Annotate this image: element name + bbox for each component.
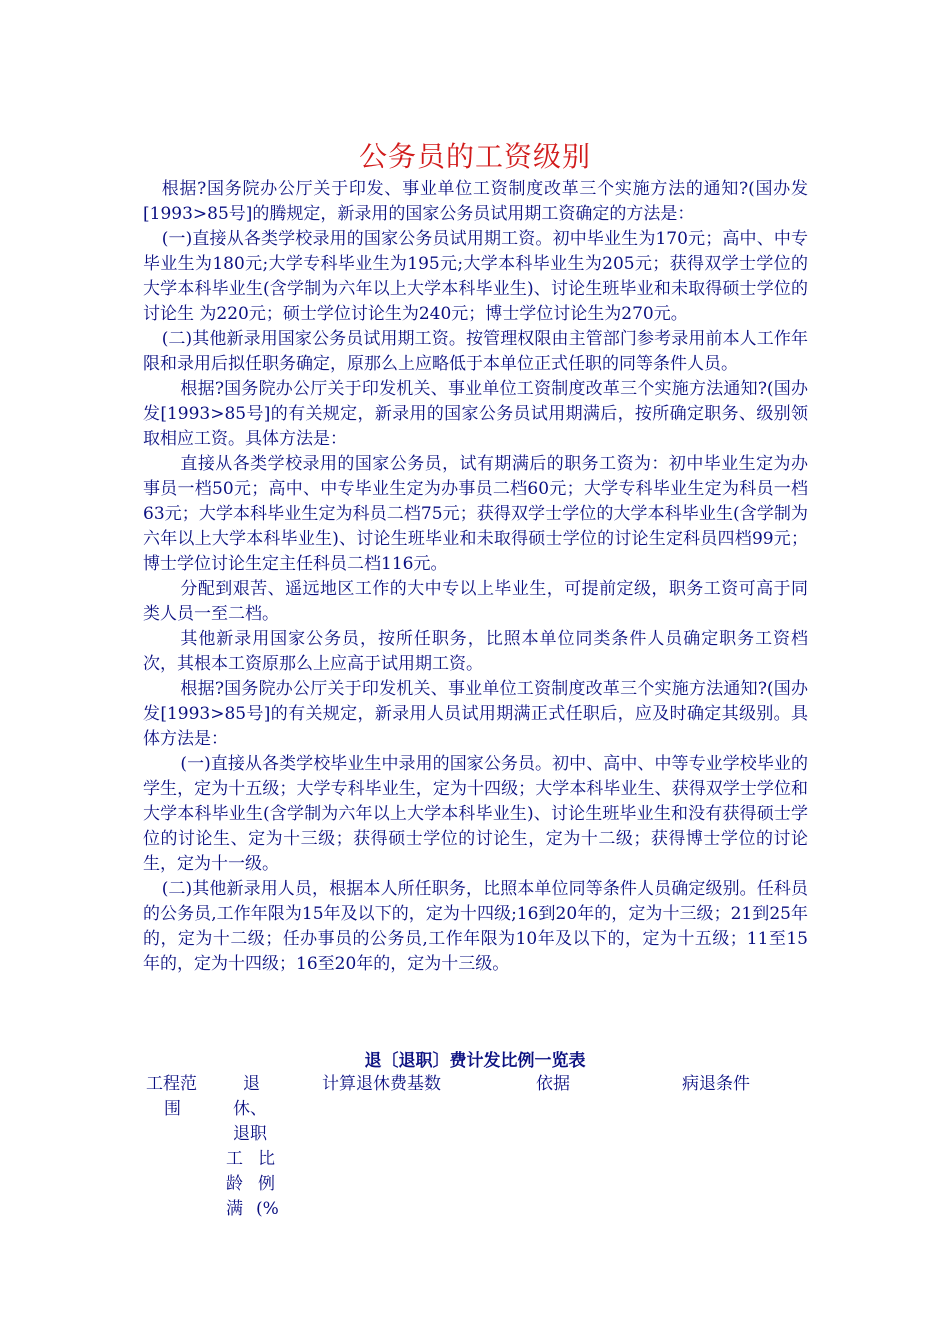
header-work-age-line2: 龄 bbox=[226, 1174, 243, 1194]
header-basis: 依据 bbox=[536, 1074, 570, 1094]
paragraph: (二)其他新录用国家公务员试用期工资。按管理权限由主管部门参考录用前本人工作年限和录用后拟任职务确定，原那么上应略低于本单位正式任职的同等条件人员。 bbox=[143, 329, 808, 374]
header-base: 计算退休费基数 bbox=[322, 1074, 441, 1094]
header-project-range-line1: 工程范 bbox=[146, 1074, 197, 1094]
header-retire-line2: 休、 bbox=[233, 1099, 267, 1119]
header-retire-line3: 退职 bbox=[233, 1124, 267, 1144]
paragraph: (一)直接从各类学校毕业生中录用的国家公务员。初中、高中、中等专业学校毕业的学生，定为十五级；大学专科毕业生，定为十四级；大学本科毕业生、获得双学士学位和大学本科毕业生(含学制为六年以上大学本科毕业生)、讨论生班毕业生和没有获得硕士学位的讨论生、定为十三级；获得硕士学位的讨论生，定为十二级；获得博士学位的讨论生，定为十一级。 bbox=[143, 754, 808, 874]
paragraph: (二)其他新录用人员，根据本人所任职务，比照本单位同等条件人员确定级别。任科员的公务员,工作年限为15年及以下的，定为十四级;16到20年的，定为十三级；21到25年的，定为十二级；任办事员的公务员,工作年限为10年及以下的，定为十五级；11至15年的，定为十四级；16至20年的，定为十三级。 bbox=[143, 879, 808, 974]
paragraph: 根据?国务院办公厅关于印发机关、事业单位工资制度改革三个实施方法通知?(国办发[1993>85号]的有关规定，新录用的国家公务员试用期满后，按所确定职务、级别领取相应工资。具体方法是： bbox=[143, 379, 808, 449]
header-ratio-line3: (% bbox=[256, 1199, 279, 1219]
header-project-range-line2: 围 bbox=[164, 1099, 181, 1119]
paragraph: (一)直接从各类学校录用的国家公务员试用期工资。初中毕业生为170元；高中、中专毕业生为180元;大学专科毕业生为195元;大学本科毕业生为205元；获得双学士学位的大学本科毕业生(含学制为六年以上大学本科毕业生)、讨论生班毕业和未取得硕士学位的讨论生 为220元；硕士学位讨论生为240元；博士学位讨论生为270元。 bbox=[143, 229, 808, 324]
header-ratio-line2: 例 bbox=[258, 1174, 275, 1194]
document-body bbox=[143, 177, 808, 977]
paragraph: 其他新录用国家公务员，按所任职务，比照本单位同类条件人员确定职务工资档次，其根本工资原那么上应高于试用期工资。 bbox=[143, 629, 808, 674]
paragraph: 根据?国务院办公厅关于印发机关、事业单位工资制度改革三个实施方法通知?(国办发[1993>85号]的有关规定，新录用人员试用期满正式任职后，应及时确定其级别。具体方法是： bbox=[143, 679, 808, 749]
header-work-age-line1: 工 bbox=[226, 1149, 243, 1169]
header-work-age-line3: 满 bbox=[226, 1199, 243, 1219]
paragraph: 直接从各类学校录用的国家公务员，试有期满后的职务工资为：初中毕业生定为办事员一档50元；高中、中专毕业生定为办事员二档60元；大学专科毕业生定为科员一档63元；大学本科毕业生定为科员二档75元；获得双学士学位的大学本科毕业生(含学制为六年以上大学本科毕业生)、讨论生班毕业和未取得硕士学位的讨论生定科员四档99元；博士学位讨论生定主任科员二档116元。 bbox=[143, 454, 808, 574]
paragraph: 分配到艰苦、遥远地区工作的大中专以上毕业生，可提前定级，职务工资可高于同类人员一至二档。 bbox=[143, 579, 808, 624]
document-title: 公务员的工资级别 bbox=[358, 140, 591, 173]
table-title: 退〔退职〕费计发比例一览表 bbox=[364, 1051, 586, 1071]
paragraph: 根据?国务院办公厅关于印发、事业单位工资制度改革三个实施方法的通知?(国办发[1993>85号]的腾规定，新录用的国家公务员试用期工资确定的方法是： bbox=[143, 179, 808, 224]
header-ratio-line1: 比 bbox=[258, 1149, 275, 1169]
header-sick-conditions: 病退条件 bbox=[682, 1074, 750, 1094]
header-retire-line1: 退 bbox=[243, 1074, 260, 1094]
